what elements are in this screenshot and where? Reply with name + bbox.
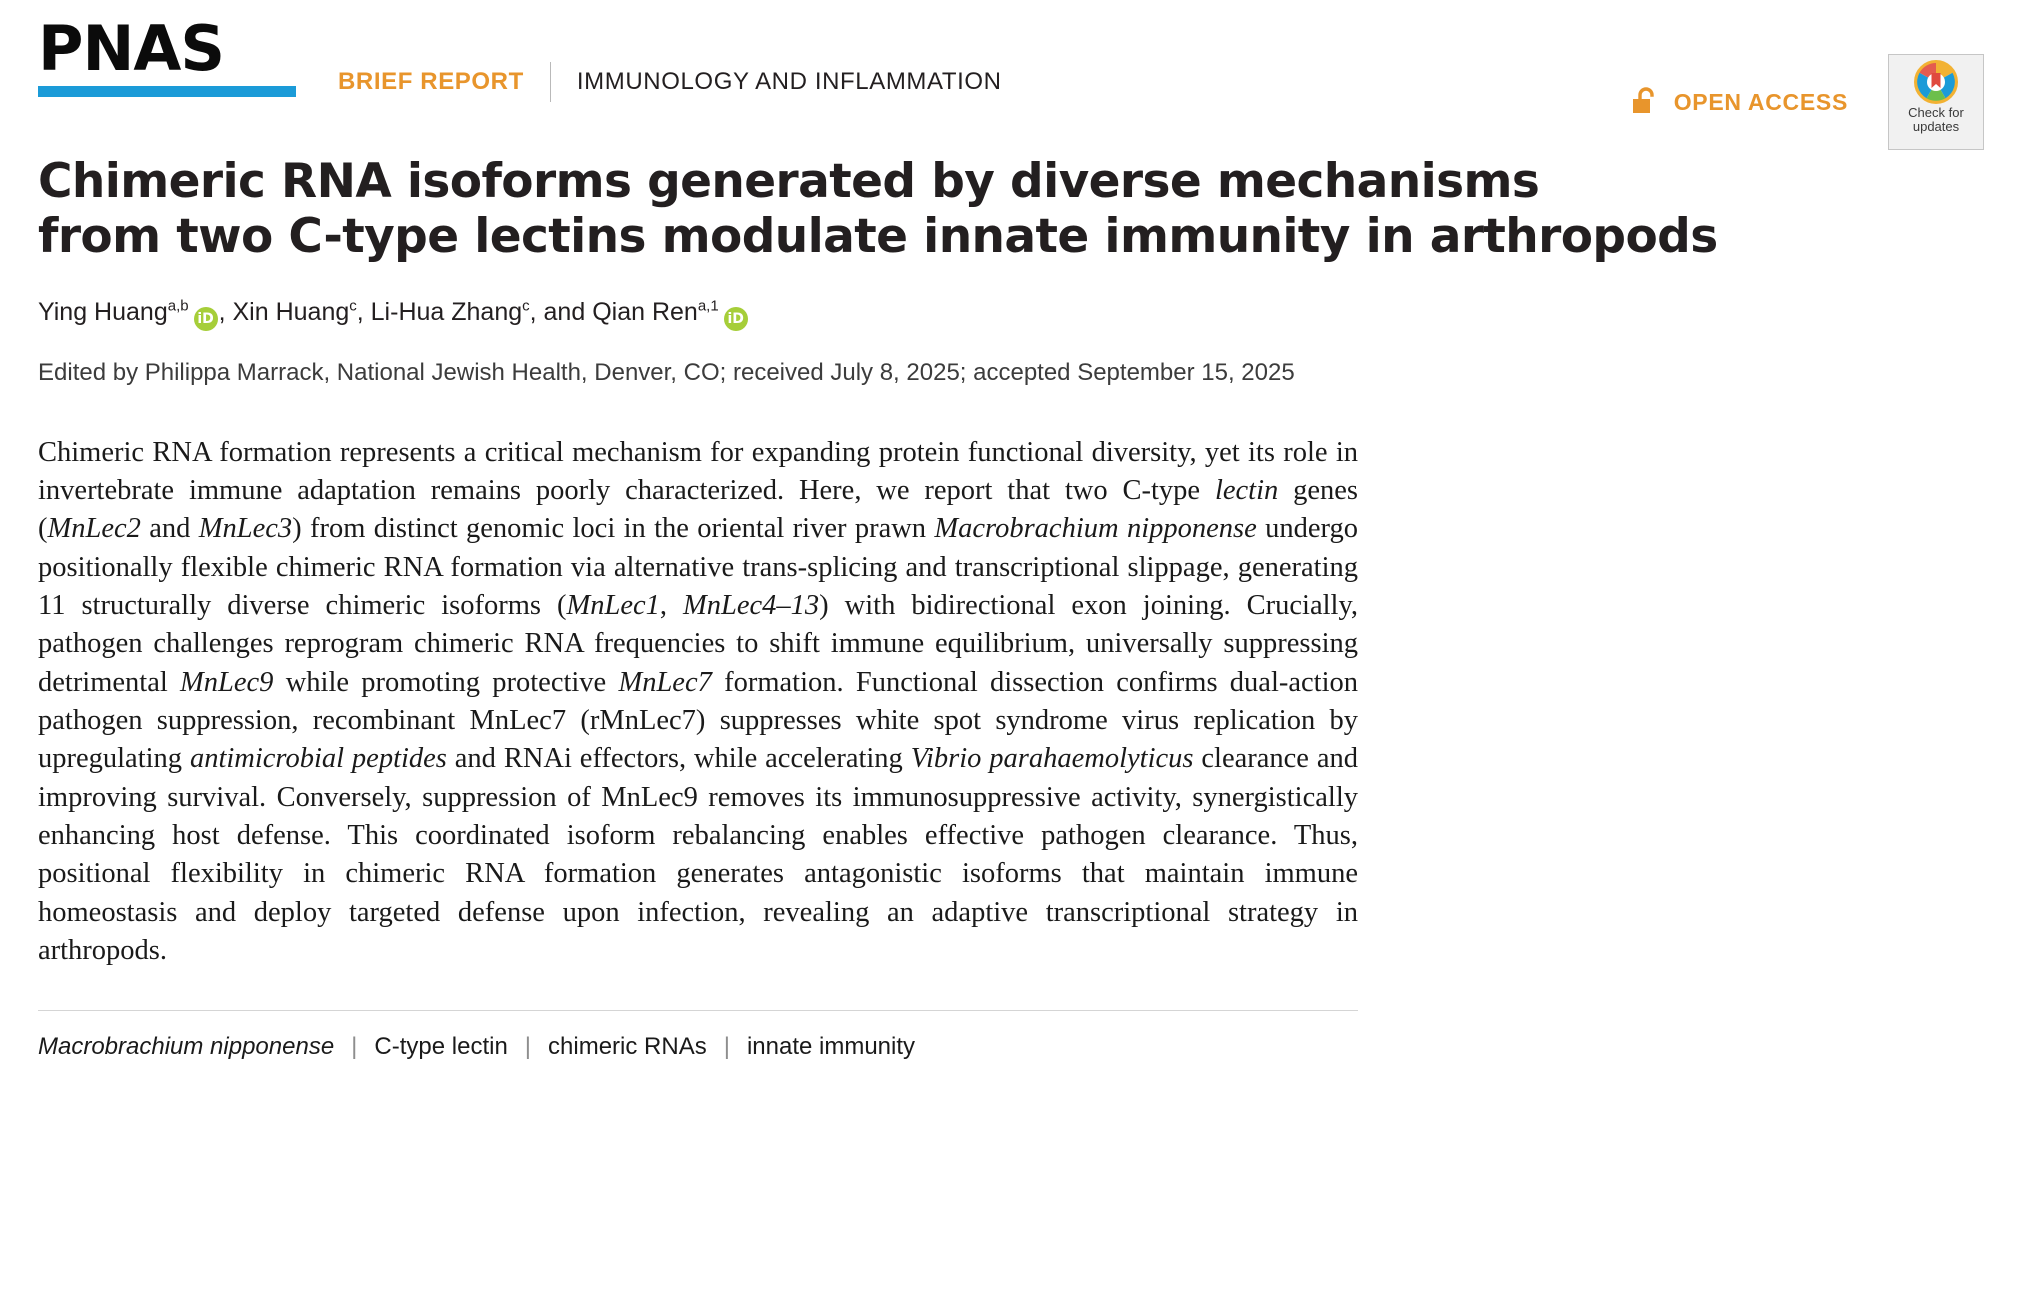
title-line-1: Chimeric RNA isoforms generated by diverse mechanisms [38,154,1540,209]
keyword-separator: | [351,1033,358,1061]
header-divider [550,62,551,102]
author-separator: , [218,298,233,327]
author-name[interactable]: Xin Huang [232,298,350,327]
check-updates-line1: Check for [1908,105,1964,120]
masthead [38,0,1984,135]
open-access-label: OPEN ACCESS [1673,88,1848,115]
author-affiliation-marker: a,1 [697,298,719,316]
keyword-separator: | [723,1033,730,1061]
pnas-logo[interactable] [38,12,300,97]
keyword-item[interactable]: innate immunity [746,1033,916,1061]
author-list [38,296,1984,331]
author-name[interactable]: Qian Ren [592,298,698,327]
author-separator: , [356,298,371,327]
check-updates-line2: updates [1912,119,1960,135]
article-type-label[interactable]: BRIEF REPORT [338,68,524,95]
check-for-updates-badge[interactable] [1888,54,1984,150]
author-name[interactable]: Li-Hua Zhang [370,298,523,327]
pnas-logo-text: PNAS [38,12,224,85]
page-title [38,154,1984,265]
check-updates-text [1908,106,1964,134]
keyword-separator: | [524,1033,532,1061]
open-access-badge[interactable] [1631,86,1848,118]
author-affiliation-marker: a,b [167,298,189,316]
author-affiliation-marker: c [349,298,357,316]
author-separator: , and [529,298,593,327]
keyword-list [38,1010,1358,1061]
section-label[interactable]: IMMUNOLOGY AND INFLAMMATION [576,68,1002,95]
open-lock-icon [1631,86,1661,118]
author-name[interactable]: Ying Huang [38,298,168,327]
header-right [1631,18,1984,150]
keyword-item[interactable]: Macrobrachium nipponense [38,1033,335,1061]
page-edge [0,0,2,1314]
keyword-item[interactable]: chimeric RNAs [548,1033,707,1061]
orcid-icon[interactable]: iD [724,307,748,331]
header-labels [300,18,1631,102]
orcid-icon[interactable]: iD [194,307,218,331]
keyword-item[interactable]: C-type lectin [374,1033,508,1061]
abstract-text: Chimeric RNA formation represents a critical mechanism for expanding protein functional diversity, yet its role in invertebrate immune adaptation remains poorly characterized. Here, we report that two C-type lectin genes (MnLec2 and MnLec3) from distinct genomic loci in the oriental river prawn Macrobrachium nipponense undergo positionally flexible chimeric RNA formation via alternative trans-splicing and transcriptional slippage, generating 11 structurally diverse chimeric isoforms (MnLec1, MnLec4–13) with bidirectional exon joining. Crucially, pathogen challenges reprogram chimeric RNA frequencies to shift immune equilibrium, universally suppressing detrimental MnLec9 while promoting protective MnLec7 formation. Functional dissection confirms dual-action pathogen suppression, recombinant MnLec7 (rMnLec7) suppresses white spot syndrome virus replication by upregulating antimicrobial peptides and RNAi effectors, while accelerating Vibrio parahaemolyticus clearance and improving survival. Conversely, suppression of MnLec9 removes its immunosuppressive activity, synergistically enhancing host defense. This coordinated isoform rebalancing enables effective pathogen clearance. Thus, positional flexibility in chimeric RNA formation generates antagonistic isoforms that maintain immune homeostasis and deploy targeted defense upon infection, revealing an adaptive transcriptional strategy in arthropods. [38,436,1359,967]
crossmark-icon [1914,60,1958,104]
editor-line: Edited by Philippa Marrack, National Jewish Health, Denver, CO; received July 8, 2025; accepted September 15, 2025 [38,359,1295,387]
title-line-2: from two C-type lectins modulate innate immunity in arthropods [38,209,1718,265]
author-affiliation-marker: c [522,298,530,316]
pnas-logo-underline [38,86,296,97]
